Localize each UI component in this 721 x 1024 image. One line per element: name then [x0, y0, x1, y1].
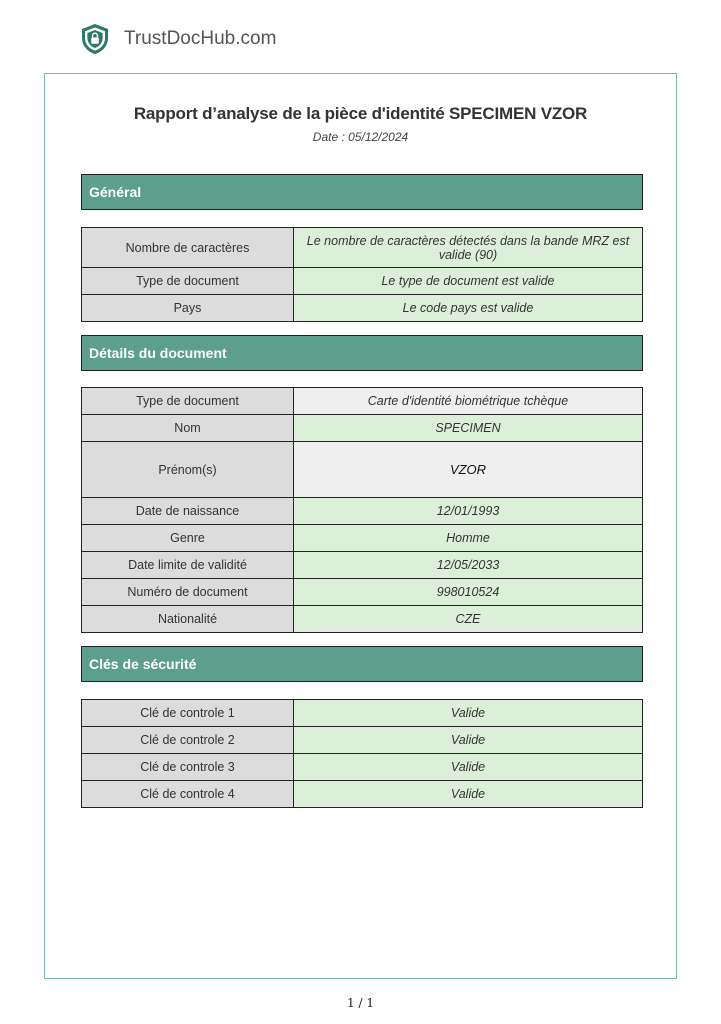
- security-table: [81, 699, 643, 808]
- row-label: Date de naissance: [82, 498, 294, 525]
- row-value: Carte d'identité biométrique tchèque: [294, 388, 643, 415]
- table-row: [82, 295, 643, 322]
- table-row: [82, 415, 643, 442]
- section-header-general: Général: [81, 174, 643, 210]
- row-label: Genre: [82, 525, 294, 552]
- row-value: Le code pays est valide: [294, 295, 643, 322]
- table-row: [82, 228, 643, 268]
- section-header-details: Détails du document: [81, 335, 643, 371]
- table-row: [82, 388, 643, 415]
- row-label: Nationalité: [82, 606, 294, 633]
- row-value: Le nombre de caractères détectés dans la bande MRZ est valide (90): [294, 228, 643, 268]
- row-label: Clé de controle 2: [82, 727, 294, 754]
- row-label: Nom: [82, 415, 294, 442]
- row-value: Valide: [294, 754, 643, 781]
- row-label: Numéro de document: [82, 579, 294, 606]
- shield-lock-icon: [80, 23, 110, 55]
- table-row: [82, 552, 643, 579]
- row-value: VZOR: [294, 442, 643, 498]
- row-label: Clé de controle 4: [82, 781, 294, 808]
- row-value: Le type de document est valide: [294, 268, 643, 295]
- row-value: Homme: [294, 525, 643, 552]
- section-header-security: Clés de sécurité: [81, 646, 643, 682]
- table-row: [82, 268, 643, 295]
- row-label: Clé de controle 3: [82, 754, 294, 781]
- row-value: Valide: [294, 781, 643, 808]
- row-label: Type de document: [82, 268, 294, 295]
- table-row: [82, 754, 643, 781]
- brand-header: [80, 22, 276, 56]
- table-row: [82, 606, 643, 633]
- row-label: Pays: [82, 295, 294, 322]
- row-label: Type de document: [82, 388, 294, 415]
- table-row: [82, 727, 643, 754]
- row-value: 12/05/2033: [294, 552, 643, 579]
- table-row: [82, 700, 643, 727]
- report-page: [44, 73, 677, 979]
- table-row: [82, 498, 643, 525]
- row-value: Valide: [294, 700, 643, 727]
- table-row: [82, 781, 643, 808]
- row-label: Prénom(s): [82, 442, 294, 498]
- details-table: [81, 387, 643, 633]
- report-date: Date : 05/12/2024: [312, 130, 409, 144]
- row-label: Date limite de validité: [82, 552, 294, 579]
- row-value: SPECIMEN: [294, 415, 643, 442]
- row-value: CZE: [294, 606, 643, 633]
- page-number: 1 / 1: [347, 996, 374, 1010]
- table-row: [82, 442, 643, 498]
- table-row: [82, 525, 643, 552]
- row-label: Clé de controle 1: [82, 700, 294, 727]
- row-value: 998010524: [294, 579, 643, 606]
- brand-name[interactable]: TrustDocHub.com: [124, 28, 277, 49]
- row-value: Valide: [294, 727, 643, 754]
- general-table: [81, 227, 643, 322]
- row-value: 12/01/1993: [294, 498, 643, 525]
- table-row: [82, 579, 643, 606]
- row-label: Nombre de caractères: [82, 228, 294, 268]
- report-title: Rapport d’analyse de la pièce d'identité SPECIMEN VZOR: [133, 104, 588, 123]
